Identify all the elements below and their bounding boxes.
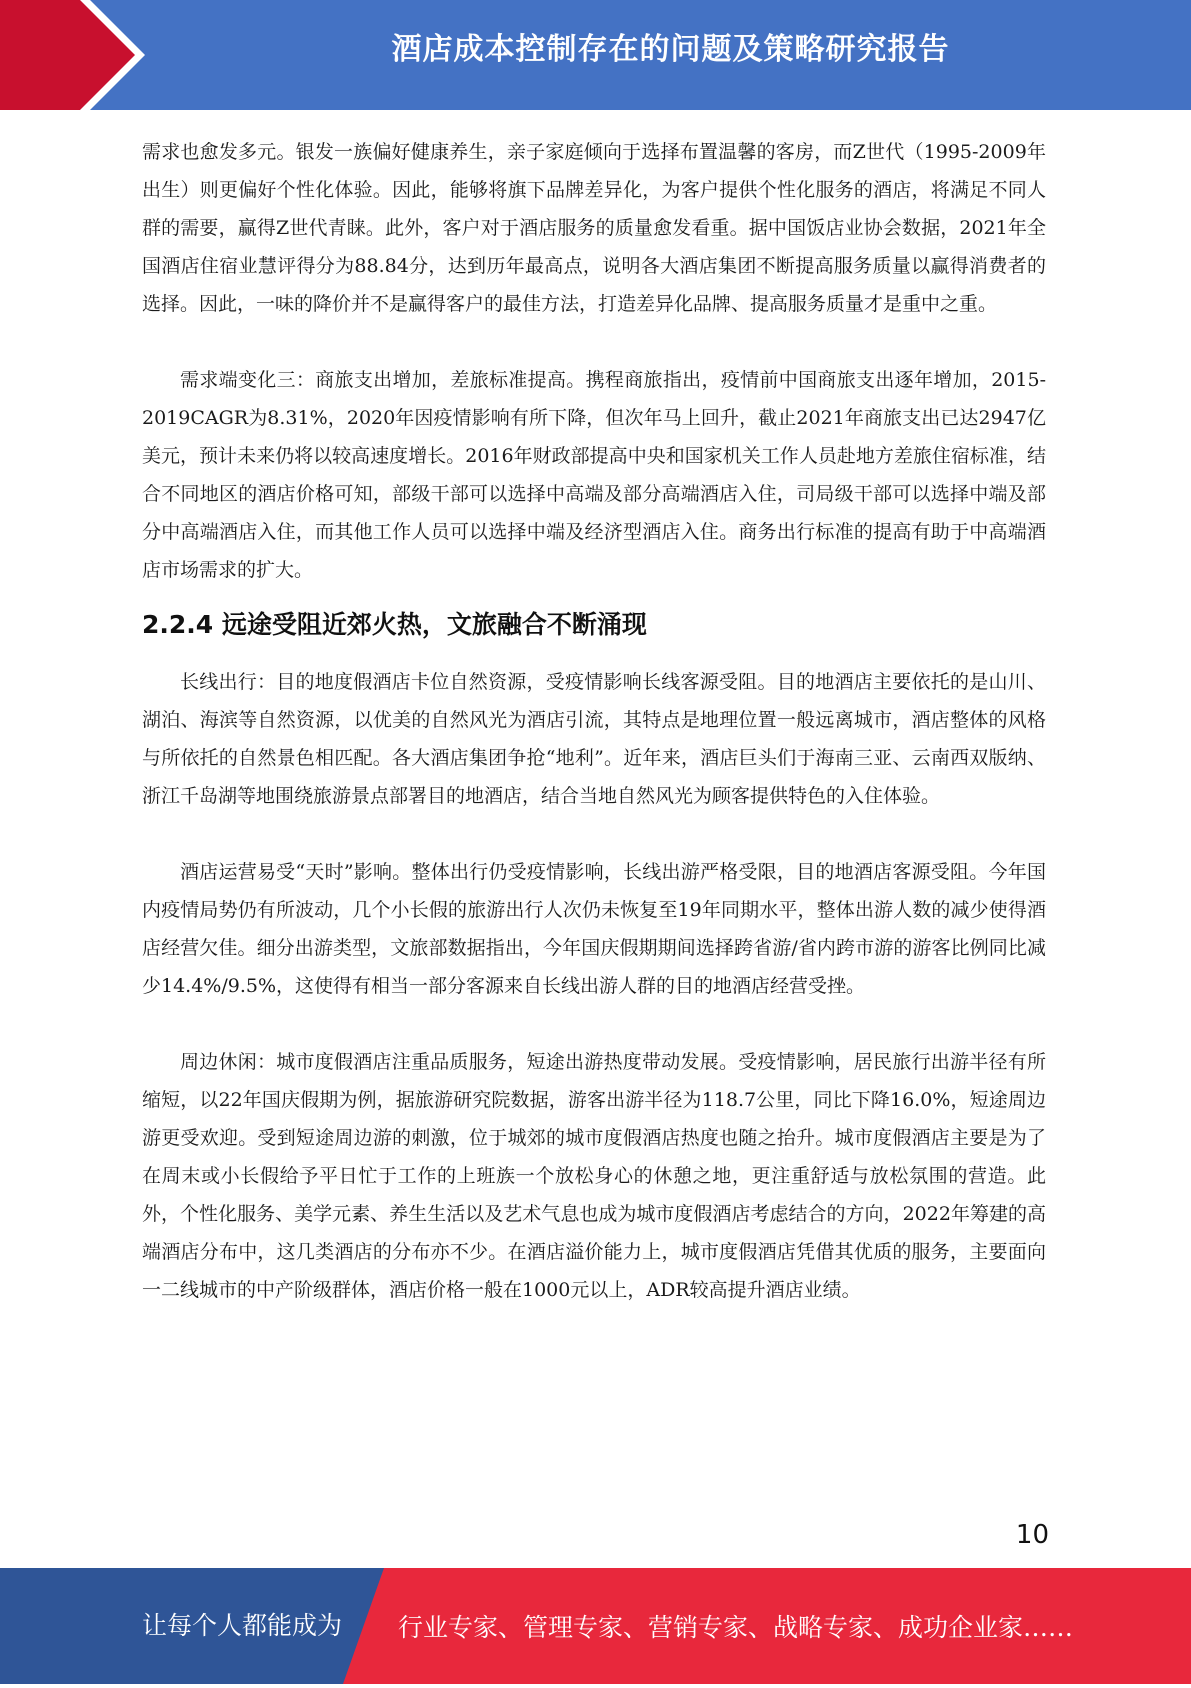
page-header [0,0,1191,110]
paragraph-business-travel: 需求端变化三：商旅支出增加，差旅标准提高。携程商旅指出，疫情前中国商旅支出逐年增加，2015-2019CAGR为8.31%，2020年因疫情影响有所下降，但次年马上回升，截止2021年商旅支出已达2947亿美元，预计未来仍将以较高速度增长。2016年财政部提高中央和国家机关工作人员赴地方差旅住宿标准，结合不同地区的酒店价格可知，部级干部可以选择中高端及部分高端酒店入住，司局级干部可以选择中端及部分中高端酒店入住，而其他工作人员可以选择中端及经济型酒店入住。商务出行标准的提高有助于中高端酒店市场需求的扩大。 [142,369,1046,581]
header-arrow-decoration [0,0,160,110]
paragraph-demand-diversity: 需求也愈发多元。银发一族偏好健康养生，亲子家庭倾向于选择布置温馨的客房，而Z世代（1995-2009年出生）则更偏好个性化体验。因此，能够将旗下品牌差异化，为客户提供个性化服务的酒店，将满足不同人群的需要，赢得Z世代青睐。此外，客户对于酒店服务的质量愈发看重。据中国饭店业协会数据，2021年全国酒店住宿业慧评得分为88.84分，达到历年最高点，说明各大酒店集团不断提高服务质量以赢得消费者的选择。因此，一味的降价并不是赢得客户的最佳方法，打造差异化品牌、提高服务质量才是重中之重。 [142,141,1046,315]
page-footer [0,1568,1191,1684]
report-title: 酒店成本控制存在的问题及策略研究报告 [391,32,950,67]
document-body [142,133,1046,1309]
paragraph-hotel-operation: 酒店运营易受“天时”影响。整体出行仍受疫情影响，长线出游严格受限，目的地酒店客源受阻。今年国内疫情局势仍有所波动，几个小长假的旅游出行人次仍未恢复至19年同期水平，整体出游人数的减少使得酒店经营欠佳。细分出游类型，文旅部数据指出，今年国庆假期期间选择跨省游/省内跨市游的游客比例同比减少14.4%/9.5%，这使得有相当一部分客源来自长线出游人群的目的地酒店经营受挫。 [142,861,1046,997]
paragraph-peripheral-leisure: 周边休闲：城市度假酒店注重品质服务，短途出游热度带动发展。受疫情影响，居民旅行出游半径有所缩短，以22年国庆假期为例，据旅游研究院数据，游客出游半径为118.7公里，同比下降16.0%，短途周边游更受欢迎。受到短途周边游的刺激，位于城郊的城市度假酒店热度也随之抬升。城市度假酒店主要是为了在周末或小长假给予平日忙于工作的上班族一个放松身心的休憩之地，更注重舒适与放松氛围的营造。此外，个性化服务、美学元素、养生生活以及艺术气息也成为城市度假酒店考虑结合的方向，2022年筹建的高端酒店分布中，这几类酒店的分布亦不少。在酒店溢价能力上，城市度假酒店凭借其优质的服务，主要面向一二线城市的中产阶级群体，酒店价格一般在1000元以上，ADR较高提升酒店业绩。 [142,1051,1046,1301]
paragraph-long-distance-travel: 长线出行：目的地度假酒店卡位自然资源，受疫情影响长线客源受阻。目的地酒店主要依托的是山川、湖泊、海滨等自然资源，以优美的自然风光为酒店引流，其特点是地理位置一般远离城市，酒店整体的风格与所依托的自然景色相匹配。各大酒店集团争抢“地利”。近年来，酒店巨头们于海南三亚、云南西双版纳、浙江千岛湖等地围绕旅游景点部署目的地酒店，结合当地自然风光为顾客提供特色的入住体验。 [142,671,1046,807]
footer-slogan-right: 行业专家、管理专家、营销专家、战略专家、成功企业家…… [398,1613,1074,1642]
section-heading: 2.2.4 远途受阻近郊火热，文旅融合不断涌现 [142,610,647,639]
page-number: 10 [1015,1520,1049,1550]
footer-slogan-left: 让每个人都能成为 [142,1611,343,1640]
